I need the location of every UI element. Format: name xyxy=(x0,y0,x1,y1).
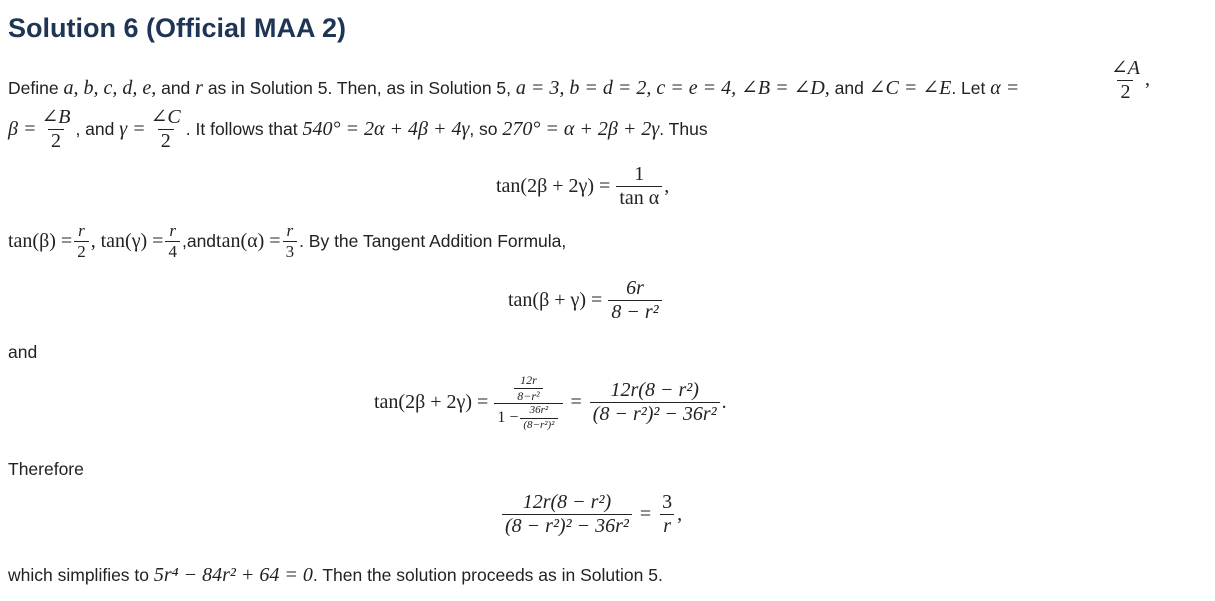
lhs-fraction: $\frac{\text{12r(8 − r²)}}{\text{(8 − r²)² − 36r²}}$ xyxy=(502,492,632,537)
math-angle-c-e: ∠C = ∠E xyxy=(868,77,952,99)
math-vars: a, b, c, d, e, xyxy=(63,77,157,99)
math-alpha-eq: α = xyxy=(990,77,1020,99)
eq-lhs: tan(2β + 2γ) = xyxy=(374,391,489,414)
frac-den: 2 xyxy=(48,129,64,152)
rhs-fraction: $\frac{3}{r}$ xyxy=(662,491,673,537)
frac-num: ∠A xyxy=(1111,57,1140,79)
text-let: . Let xyxy=(951,78,991,98)
compound-fraction: $\frac{12r}{\text{8−r²}}$ 1 − $\frac{\text{36r²}}{\text{(8−r²)²}}$ xyxy=(494,374,562,431)
text-define: Define xyxy=(8,78,64,98)
equation-tan-2b2g: tan(2β + 2γ) = $\frac{1}{\text{tan α}}$ , xyxy=(496,163,670,209)
math-beta-eq: β = xyxy=(8,118,37,140)
paragraph-definitions xyxy=(8,75,1019,100)
math-eq-540: 540° = 2α + 4β + 4γ xyxy=(302,118,470,140)
math-gamma-eq: γ = xyxy=(119,118,146,140)
math-tan-gamma: tan(γ) = xyxy=(100,229,164,252)
math-eq-270: 270° = α + 2β + 2γ xyxy=(502,118,660,140)
text-and: and xyxy=(186,230,217,251)
equation-tan-double: tan(2β + 2γ) = $\frac{12r}{\text{8−r²}}$ 1 − $\frac{\text{36r²}}{\text{(8−r²)²}}$ = $\frac{\text{12r(8 − r²)}}{\text{(8 − r²)² − 36r²}}$ . xyxy=(374,373,727,431)
inner-num-frac: $\frac{12r}{\text{8−r²}}$ xyxy=(514,374,542,402)
eq-lhs: tan(β + γ) = xyxy=(508,289,603,311)
rhs-fraction: $\frac{\text{12r(8 − r²)}}{\text{(8 − r²)² − 36r²}}$ xyxy=(590,380,720,425)
text-rest: . Then the solution proceeds as in Solution 5. xyxy=(312,565,663,585)
math-equalities: a = 3, b = d = 2, c = e = 4, ∠B = ∠D, xyxy=(515,77,830,99)
frac-den: tan α xyxy=(616,186,662,209)
text-and-2: and xyxy=(829,78,869,98)
text-follows: . It follows that xyxy=(185,119,298,139)
frac-num: 1 xyxy=(634,163,645,185)
equation-tan-b-g xyxy=(508,278,664,323)
eq-lhs: tan(2β + 2γ) = xyxy=(496,175,611,197)
text-and-line: and xyxy=(8,342,38,362)
math-tan-alpha: tan(α) = xyxy=(216,229,281,252)
inner-den-frac: $\frac{\text{36r²}}{\text{(8−r²)²}}$ xyxy=(520,405,557,431)
equation-final-ratio: $\frac{\text{12r(8 − r²)}}{\text{(8 − r²)² − 36r²}}$ = $\frac{3}{r}$ , xyxy=(500,492,682,537)
text-which: which simplifies to xyxy=(8,565,154,585)
frac-num: 6r xyxy=(626,277,644,299)
text-thus: . Thus xyxy=(659,119,708,139)
text-tangent-addition: . By the Tangent Addition Formula, xyxy=(299,230,567,251)
frac-r-2: $\frac{r}{2}$ xyxy=(74,222,89,261)
math-r: r xyxy=(195,77,203,99)
math-tan-beta: tan(β) = xyxy=(8,229,73,252)
paragraph-conclusion xyxy=(8,564,663,587)
frac-angle-b-half xyxy=(38,107,73,152)
text-and-gamma: , and xyxy=(75,119,115,139)
frac-num: ∠B xyxy=(41,106,71,128)
page-title: Solution 6 (Official MAA 2) xyxy=(8,13,347,43)
frac-den: 8 − r² xyxy=(608,300,661,323)
math-polynomial: 5r⁴ − 84r² + 64 = 0 xyxy=(153,564,313,586)
frac-num: ∠C xyxy=(150,106,181,128)
frac-angle-c-half xyxy=(148,107,184,152)
paragraph-tangents: tan(β) = $\frac{r}{2}$ , tan(γ) = $\frac{r}{4}$ , and tan(α) = $\frac{r}{3}$ . By the Tangent Addition Formula, xyxy=(8,221,567,261)
frac-r-4: $\frac{r}{4}$ xyxy=(165,222,180,261)
text-therefore: Therefore xyxy=(8,459,84,479)
text-so: , so xyxy=(469,119,498,139)
frac-r-3: $\frac{r}{3}$ xyxy=(283,222,298,261)
frac-den: 2 xyxy=(1117,80,1133,103)
paragraph-beta-gamma xyxy=(8,107,708,152)
text-and: and xyxy=(156,78,196,98)
text-as-in: as in Solution 5. Then, as in Solution 5, xyxy=(202,78,516,98)
frac-den: 2 xyxy=(158,129,174,152)
frac-angle-a-half: $\frac{\angle A}{2}$ , xyxy=(1106,58,1150,103)
